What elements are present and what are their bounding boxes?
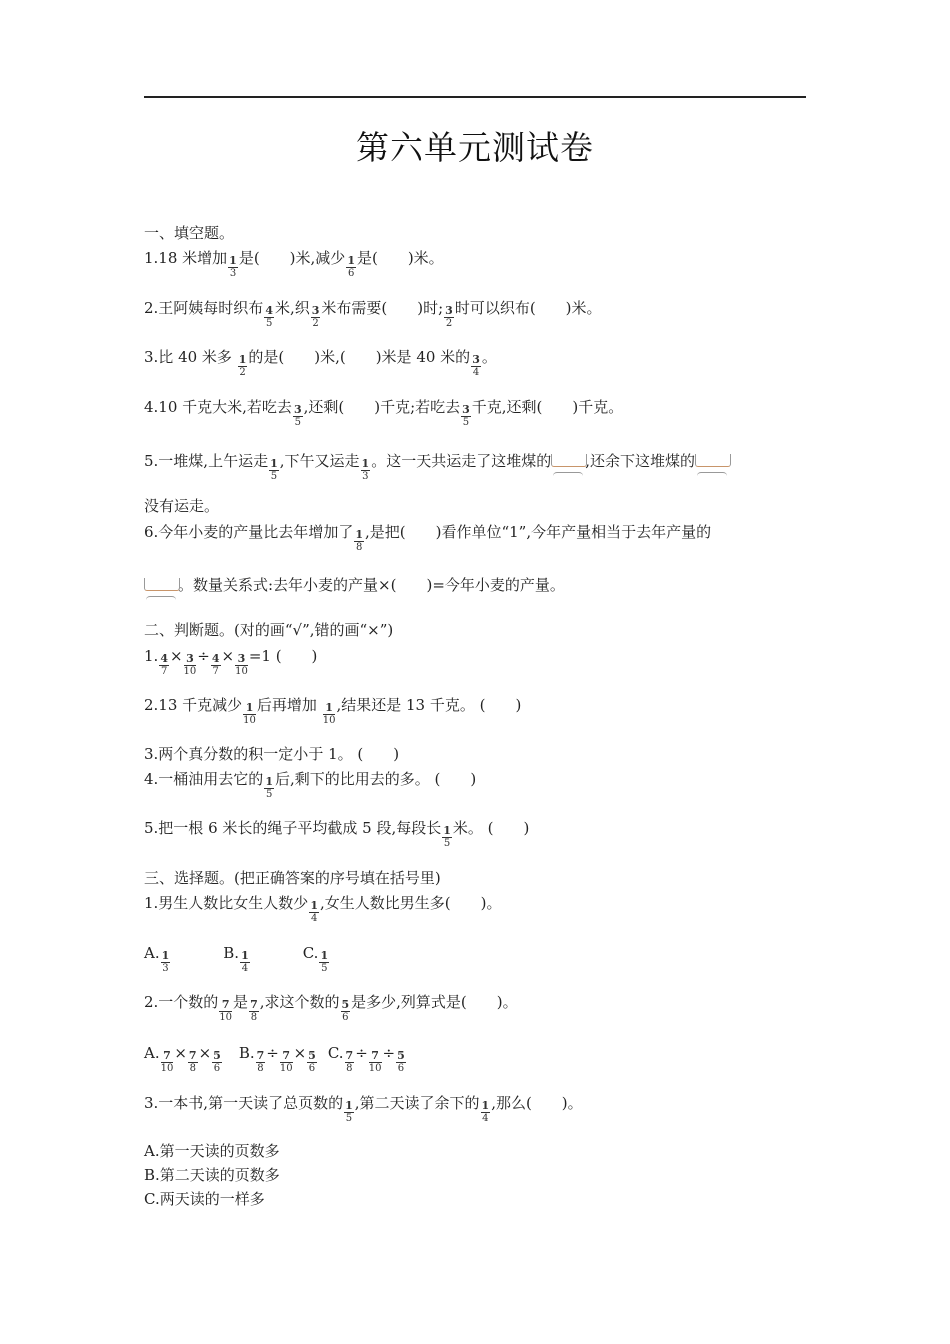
fraction bbox=[228, 255, 238, 277]
denominator: 5 bbox=[265, 318, 273, 327]
s2-question-4: 4.一桶油用去它的 $\frac{1}{5}$ 后,剩下的比用去的多。 ( ) bbox=[144, 770, 477, 798]
fraction bbox=[235, 653, 248, 675]
s3-question-1-options bbox=[144, 943, 330, 972]
numerator: 7 bbox=[250, 998, 258, 1011]
denominator: 8 bbox=[250, 1012, 258, 1021]
fraction bbox=[346, 255, 356, 277]
fraction bbox=[188, 1050, 198, 1072]
fraction bbox=[269, 458, 279, 480]
blank-fraction[interactable] bbox=[144, 578, 178, 608]
numerator: 5 bbox=[397, 1049, 405, 1062]
denominator: 3 bbox=[162, 963, 169, 972]
numerator: 1 bbox=[241, 949, 249, 962]
denominator: 2 bbox=[445, 318, 453, 327]
numerator: 1 bbox=[270, 457, 278, 470]
denominator: 7 bbox=[212, 666, 219, 675]
s3-question-1: 1.男生人数比女生人数少 $\frac{1}{4}$ ,女生人数比男生多( )。 bbox=[144, 894, 502, 922]
numerator: 7 bbox=[188, 1049, 197, 1062]
fraction bbox=[264, 305, 274, 327]
fraction bbox=[354, 529, 364, 551]
denominator: 5 bbox=[443, 838, 451, 847]
fraction bbox=[240, 950, 250, 972]
fraction bbox=[264, 776, 274, 798]
option-c[interactable]: C. $\frac{1}{5}$ bbox=[302, 944, 329, 972]
fraction bbox=[211, 653, 221, 675]
option-c[interactable]: C.两天读的一样多 bbox=[144, 1190, 265, 1208]
denominator: 10 bbox=[235, 666, 248, 675]
s1-question-2: 2.王阿姨每时织布 $\frac{4}{5}$ 米,织 $\frac{3}{2}$ 米布需要( )时; $\frac{3}{2}$ 时可以织布( )米。 bbox=[144, 299, 602, 327]
s3-question-2-options bbox=[144, 1043, 407, 1072]
fraction bbox=[161, 950, 171, 972]
denominator: 7 bbox=[160, 666, 168, 675]
s1-question-6-cont: 。数量关系式:去年小麦的产量×( )=今年小麦的产量。 bbox=[144, 571, 565, 601]
denominator: 10 bbox=[243, 715, 256, 724]
denominator: 10 bbox=[368, 1063, 382, 1072]
fraction bbox=[369, 1050, 382, 1072]
denominator: 8 bbox=[257, 1063, 264, 1072]
denominator: 6 bbox=[397, 1063, 405, 1072]
option-c[interactable]: C. $\frac{7}{8}$ ÷ $\frac{7}{10}$ ÷ $\frac{5}{6}$ bbox=[327, 1044, 405, 1072]
numerator: 4 bbox=[265, 304, 273, 317]
denominator: 5 bbox=[321, 963, 328, 972]
numerator: 1 bbox=[265, 775, 273, 788]
fraction bbox=[481, 1100, 491, 1122]
section-2-heading: 二、判断题。(对的画“√”,错的画“×”) bbox=[144, 621, 394, 639]
fraction bbox=[293, 404, 303, 426]
fraction bbox=[249, 999, 259, 1021]
numerator: 1 bbox=[323, 702, 336, 715]
option-b[interactable]: B. $\frac{1}{4}$ bbox=[223, 944, 249, 972]
option-a[interactable]: A. $\frac{7}{10}$ × $\frac{7}{8}$ × $\frac{5}{6}$ bbox=[144, 1044, 221, 1072]
numerator: 7 bbox=[345, 1049, 354, 1062]
fraction bbox=[344, 1100, 354, 1122]
numerator: 3 bbox=[311, 304, 320, 317]
numerator: 1 bbox=[347, 254, 355, 267]
numerator: 4 bbox=[211, 652, 220, 665]
fraction bbox=[238, 354, 248, 376]
denominator: 5 bbox=[345, 1113, 353, 1122]
fraction bbox=[219, 999, 232, 1021]
numerator: 3 bbox=[462, 403, 470, 416]
denominator: 10 bbox=[160, 1063, 174, 1072]
fraction bbox=[396, 1050, 406, 1072]
denominator: 10 bbox=[219, 1012, 233, 1021]
numerator: 5 bbox=[213, 1049, 221, 1062]
s1-question-1: 1.18 米增加 $\frac{1}{3}$ 是( )米,减少 $\frac{1}{6}$ 是( )米。 bbox=[144, 249, 444, 277]
s1-question-4: 4.10 千克大米,若吃去 $\frac{3}{5}$ ,还剩( )千克;若吃去 $\frac{3}{5}$ 千克,还剩( )千克。 bbox=[144, 398, 624, 426]
option-a[interactable]: A. $\frac{1}{3}$ bbox=[144, 944, 170, 972]
s3-question-2: 2.一个数的 $\frac{7}{10}$ 是 $\frac{7}{8}$ ,求这个数的 $\frac{5}{6}$ 是多少,列算式是( )。 bbox=[144, 993, 518, 1021]
fraction bbox=[159, 653, 169, 675]
header-rule bbox=[144, 96, 806, 98]
numerator: 1 bbox=[161, 949, 170, 962]
numerator: 1 bbox=[355, 528, 363, 541]
fraction bbox=[184, 653, 197, 675]
fraction bbox=[243, 702, 256, 724]
numerator: 1 bbox=[238, 353, 247, 366]
numerator: 7 bbox=[161, 1050, 174, 1063]
s1-question-3: 3.比 40 米多 $\frac{1}{2}$ 的是( )米,( )米是 40 米的 $\frac{3}{4}$ 。 bbox=[144, 348, 497, 376]
option-a[interactable]: A.第一天读的页数多 bbox=[144, 1142, 280, 1160]
denominator: 2 bbox=[239, 367, 246, 376]
denominator: 2 bbox=[312, 318, 319, 327]
denominator: 8 bbox=[189, 1063, 196, 1072]
numerator: 3 bbox=[293, 403, 302, 416]
numerator: 1 bbox=[443, 824, 451, 837]
denominator: 8 bbox=[355, 542, 363, 551]
denominator: 6 bbox=[342, 1012, 349, 1021]
fraction bbox=[471, 354, 481, 376]
fraction bbox=[323, 702, 336, 724]
numerator: 1 bbox=[310, 899, 318, 912]
page-title: 第六单元测试卷 bbox=[356, 128, 594, 167]
s2-question-5: 5.把一根 6 米长的绳子平均截成 5 段,每段长 $\frac{1}{5}$ 米。 ( ) bbox=[144, 819, 530, 847]
fraction bbox=[212, 1050, 222, 1072]
fraction bbox=[442, 825, 452, 847]
numerator: 1 bbox=[481, 1099, 490, 1112]
fraction bbox=[461, 404, 471, 426]
numerator: 1 bbox=[243, 702, 256, 715]
denominator: 3 bbox=[229, 268, 237, 277]
fraction bbox=[309, 900, 319, 922]
denominator: 10 bbox=[322, 715, 336, 724]
numerator: 1 bbox=[345, 1099, 353, 1112]
numerator: 3 bbox=[184, 653, 197, 666]
denominator: 5 bbox=[265, 789, 273, 798]
denominator: 4 bbox=[241, 963, 249, 972]
numerator: 7 bbox=[219, 999, 232, 1012]
numerator: 7 bbox=[369, 1050, 382, 1063]
denominator: 5 bbox=[270, 471, 278, 480]
denominator: 6 bbox=[347, 268, 355, 277]
fraction bbox=[361, 458, 371, 480]
fraction bbox=[444, 305, 454, 327]
denominator: 6 bbox=[308, 1063, 316, 1072]
section-3-heading: 三、选择题。(把正确答案的序号填在括号里) bbox=[144, 869, 441, 887]
numerator: 7 bbox=[280, 1050, 293, 1063]
s1-question-5-cont: 没有运走。 bbox=[144, 497, 220, 515]
fraction bbox=[319, 950, 329, 972]
fraction bbox=[341, 999, 351, 1021]
blank-fraction[interactable] bbox=[695, 454, 729, 484]
denominator: 5 bbox=[294, 417, 301, 426]
fraction bbox=[345, 1050, 355, 1072]
denominator: 4 bbox=[472, 367, 480, 376]
numerator: 1 bbox=[229, 254, 237, 267]
s2-question-3: 3.两个真分数的积一定小于 1。 ( ) bbox=[144, 745, 400, 763]
denominator: 5 bbox=[462, 417, 470, 426]
s2-question-1: 1. $\frac{4}{7}$ × $\frac{3}{10}$ ÷ $\frac{4}{7}$ × $\frac{3}{10}$ =1 ( ) bbox=[144, 647, 318, 675]
option-b[interactable]: B.第二天读的页数多 bbox=[144, 1166, 280, 1184]
numerator: 3 bbox=[472, 353, 480, 366]
s2-question-2: 2.13 千克减少 $\frac{1}{10}$ 后再增加 $\frac{1}{10}$ ,结果还是 13 千克。 ( ) bbox=[144, 696, 522, 724]
denominator: 8 bbox=[346, 1063, 353, 1072]
denominator: 4 bbox=[482, 1113, 489, 1122]
s3-question-3: 3.一本书,第一天读了总页数的 $\frac{1}{5}$ ,第二天读了余下的 $\frac{1}{4}$ ,那么( )。 bbox=[144, 1094, 583, 1122]
blank-fraction[interactable] bbox=[551, 454, 585, 484]
s1-question-6: 6.今年小麦的产量比去年增加了 $\frac{1}{8}$ ,是把( )看作单位“1”,今年产量相当于去年产量的 bbox=[144, 523, 712, 551]
fraction bbox=[280, 1050, 293, 1072]
fraction bbox=[307, 1050, 317, 1072]
numerator: 1 bbox=[361, 457, 370, 470]
numerator: 5 bbox=[308, 1049, 316, 1062]
denominator: 10 bbox=[183, 666, 197, 675]
fraction bbox=[161, 1050, 174, 1072]
s1-question-5: 5.一堆煤,上午运走 $\frac{1}{5}$ ,下午又运走 $\frac{1}{3}$ 。这一天共运走了这堆煤的 ,还余下这堆煤的 bbox=[144, 447, 729, 477]
fraction bbox=[311, 305, 321, 327]
numerator: 3 bbox=[445, 304, 453, 317]
numerator: 4 bbox=[160, 652, 168, 665]
numerator: 1 bbox=[320, 949, 329, 962]
section-1-heading: 一、填空题。 bbox=[144, 224, 235, 242]
option-b[interactable]: B. $\frac{7}{8}$ ÷ $\frac{7}{10}$ × $\frac{5}{6}$ bbox=[238, 1044, 316, 1072]
denominator: 6 bbox=[213, 1063, 221, 1072]
denominator: 4 bbox=[310, 913, 318, 922]
denominator: 10 bbox=[279, 1063, 293, 1072]
fraction bbox=[256, 1050, 266, 1072]
denominator: 3 bbox=[362, 471, 369, 480]
numerator: 3 bbox=[235, 653, 248, 666]
numerator: 7 bbox=[256, 1049, 265, 1062]
numerator: 5 bbox=[341, 998, 350, 1011]
